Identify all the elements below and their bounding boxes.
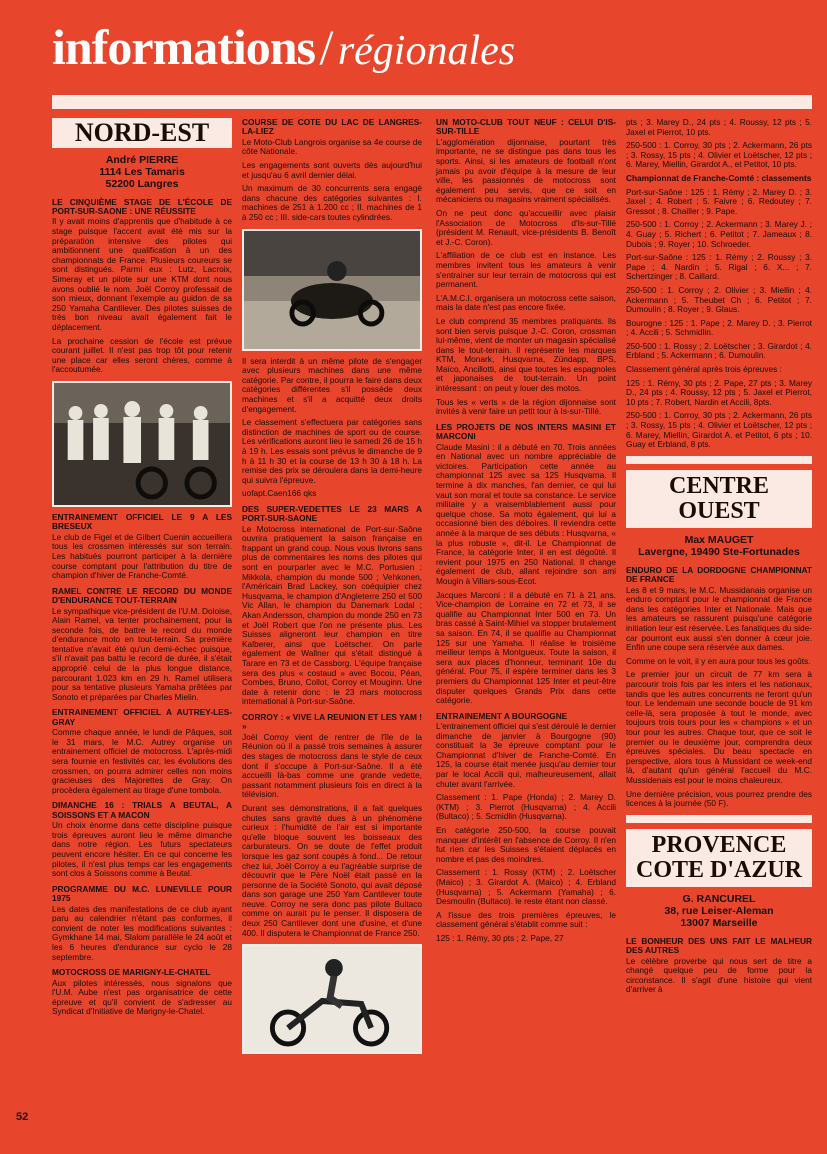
article-paragraph: Le sympathique vice-président de l'U.M. Doloise, Alain Ramel, va tenter prochainement, pour la seconde fois, de battre le record du monde d'endurance moto en tout-terrain. Sa première tentative n'avait été qu'un demi-échec puisque, s'il n'avait pas battu le record de durée, il s'était approprié celui de la plus longue distance, parcourant 1.023 km en 29 h. Ramel utilisera pour sa tentative plusieurs Yamaha prêtées par Sonoto et préparées par Charles Mielin. (52, 605, 232, 702)
article-paragraph: On ne peut donc qu'accueillir avec plaisir l'Association de Motocross d'Is-sur-Tillé (président M. Renault, vice-présidents B. Benoît et J.-C. Coron). (436, 207, 616, 247)
article-paragraph: Un maximum de 30 concurrents sera engagé dans chacune des catégories suivantes : I. machines de 251 à 1.200 cc ; II. machines de 1 à 250 cc ; III. side-cars toutes cylindrées. (242, 183, 422, 222)
article-heading: LE BONHEUR DES UNS FAIT LE MALHEUR DES AUTRES (626, 935, 812, 956)
article-paragraph: pts ; 3. Marey D., 24 pts ; 4. Roussy, 12 pts ; 5. Jaxel et Pierrot, 10 pts. (626, 118, 812, 137)
article-heading: CORROY : « VIVE LA REUNION ET LES YAM ! » (242, 711, 422, 732)
article-paragraph: 125 : 1. Rémy, 30 pts ; 2. Pape, 27 (436, 932, 564, 943)
article-heading: COURSE DE COTE DU LAC DE LANGRES-LA-LIEZ (242, 118, 422, 137)
article-paragraph: Un choix énorme dans cette discipline puisque trois épreuves auront lieu le même dimanche dans notre région. Les futurs spectateurs peuvent encore hésiter. En ce qui concerne les pilotes, il n'est plus temps car les engagements sont clos à Soissons comme à Beutal. (52, 820, 232, 879)
region-provence-title: PROVENCE COTE D'AZUR (626, 829, 812, 887)
article-paragraph: Durant ses démonstrations, il a fait quelques chutes sans gravité dues à un phénomène curieux : l'humidité de l'air est si importante qu'elle bloque souvent les boisseaux des carburateurs. On se doute de l'effet produit lorsque les gaz sont coupés à fond... De retour chez lui, Joël Corroy a eu l'agréable surprise de découvrir que le Père Noël était passé en la personne de la Société Sonoto, qui avait déposé dans son garage une 250 Yam Cantilever toute neuve. Corroy ne sera donc pas pilote Bultaco comme on aurait pu le penser. Il disposera de deux 250 Cantilever dont une d'usine, et d'une 400. Il disputera le Championnat de France 250. (242, 802, 422, 938)
section-divider (626, 815, 812, 823)
article-paragraph: Il y avait moins d'apprentis que d'habitude à ce stage puisque l'accent avait été mis sur la préparation intensive des pilotes qui ambitionnent une qualification à un des championnats de France. Plusieurs coureurs se sont distingués. Parmi eux : Lutz, Lacroix, Simeray et un pilote sur une KTM dont nous avons oublié le nom. Joël Corroy professait de son mieux, donnant l'exemple au guidon de sa 250 Yamaha Cantilever. Des pilotes suisses de très bon niveau avait également fait le déplacement. (52, 216, 232, 332)
article-heading: UN MOTO-CLUB TOUT NEUF : CELUI D'IS-SUR-TILLE (436, 118, 616, 137)
article-paragraph: Classement : 1. Pape (Honda) ; 2. Marey D. (KTM) ; 3. Pierrot (Husqvarna) ; 4. Accili (Bultaco) ; 5. Scmidlin (Husqvarna). (436, 792, 616, 822)
page-header (52, 18, 812, 78)
correspondent-city: Lavergne, 19490 Ste-Fortunades (638, 545, 800, 558)
correspondent-name: André PIERRE (105, 153, 179, 166)
article-paragraph: Comme on le voit, il y en aura pour tous les goûts. (626, 655, 811, 666)
correspondent-street: 38, rue Leiser-Aleman (664, 904, 774, 917)
region-centreouest-title: CENTRE OUEST (626, 470, 812, 528)
correspondent-nordest (52, 154, 232, 190)
article-heading: RAMEL CONTRE LE RECORD DU MONDE D'ENDURANCE TOUT-TERRAIN (52, 585, 232, 606)
article-paragraph: 125 : 1. Rémy, 30 pts ; 2. Pape, 27 pts ; 3. Marey D., 24 pts ; 4. Roussy, 12 pts ; 5. Jaxel et Pierrot, 10 pts ; 7. Robert, Nardin et Accili, 8pts. (626, 377, 812, 407)
photo-sidecar (242, 229, 422, 351)
article-paragraph: 250-500 : 1. Corroy, 30 pts ; 2. Ackermann, 26 pts ; 3. Rossy, 15 pts ; 4. Olivier et Loëtscher, 12 pts ; 6. Marey, Miellin, Girardot A. et Petitot, 6 pts ; 10. Guay et Erbland, 8 pts. (626, 410, 812, 450)
article-heading: DES SUPER-VEDETTES LE 23 MARS A PORT-SUR-SAONE (242, 503, 422, 524)
article-paragraph: L'affiliation de ce club est en instance. Les membres invitent tous les amateurs à venir s'entrainer sur leur terrain de motocross qui est permanent. (436, 250, 616, 290)
correspondent-street: 1114 Les Tamaris (99, 165, 185, 178)
article-paragraph: Claude Masini : il a débuté en 70. Trois années en National avec un nombre appréciable de victoires. Participation cette année au championnat 125 avec sa 125 Husqvarna. Il termine à dix manches, l'an dernier, ce qui lui vaut son moral et toute sa constance. Le service militaire y a vraisemblablement aussi pour quelque chose. Sa moto également, qui lui a occasionné bien des déboires. Il reviendra cette année à la marque de ses débuts : Husqvarna, « la plus robuste », dit-il. Le Championnat de France, la catégorie Inter, il en est dégoûté. Il revient pour 1975 en 250 National. Il change également de club, allant rejoindre son ami Mougin à Villars-sous-Ecot. (436, 441, 616, 586)
correspondent-name: Max MAUGET (684, 533, 754, 546)
article-paragraph: Port-sur-Saône : 125 : 1. Rémy ; 2. Roussy ; 3. Pape ; 4. Nardin ; 5. Rigal ; 6. X... ; 7. Schertzinger ; 8. Caillard. (626, 252, 812, 282)
article-heading: ENTRAINEMENT OFFICIEL LE 9 A LES BRESEUX (52, 511, 232, 532)
article-heading: ENTRAINEMENT OFFICIEL A AUTREY-LES-GRAY (52, 707, 232, 727)
article-paragraph: Le Motocross international de Port-sur-Saône ouvrira pratiquement la saison française en frappant un grand coup. Nous vous livrons sans plus de commentaires les noms des pilotes qui sont en pourparler avec le M.C. Portusien : Mikkola, champion du monde 500 ; Vehkonen, l'Américain Brad Lackey, son coéquipier chez Husqvarna, le champion d'Angleterre 250 et 500 Vic Allan, le champion du Danemark Lodal ; Akan Andersson, champion du monde 250 en 73 et Joël Robert que l'on ne présente plus. Les Suisses aligneront leur champion en titre Kalberer, ainsi que Loëtscher. On parle également de Wallner qui s'était distingué à Tarare en 73 et de Cassborg. L'équipe française sera des plus « costaud » avec Bocou, Péan, Combes, Bruno, Collot, Corroy et Mouginn. Une date à retenir donc : le 23 mars motocross international à Port-sur-Saône. (242, 523, 422, 707)
page-number: 52 (16, 1111, 29, 1123)
article-paragraph: En catégorie 250-500, la course pouvait manquer d'intérêt en l'absence de Corroy. Il n'en fut rien car les Suisses s'étaient déplacés en nombre et pas des moindres. (436, 825, 616, 864)
article-heading: ENDURO DE LA DORDOGNE CHAMPIONNAT DE FRANCE (626, 564, 812, 585)
article-paragraph: Tous les « verts » de la région dijonnaise sont invités à venir faire un petit tour à Is-sur-Tillé. (436, 396, 616, 417)
column-1 (52, 118, 232, 1128)
article-paragraph: Bourogne : 125 : 1. Pape ; 2. Marey D. ; 3. Pierrot ; 4. Accili ; 5. Schmidlin. (626, 317, 812, 338)
correspondent-centreouest (626, 534, 812, 558)
header-subtitle: régionales (337, 28, 516, 74)
photo-motocross-rider (242, 944, 422, 1054)
photo-group-riders (52, 381, 232, 507)
column-3 (436, 118, 616, 1128)
article-paragraph: Le Moto-Club Langrois organise sa 4e course de côte Nationale. (242, 136, 422, 157)
article-paragraph: Le club de Figel et de Gilbert Cuenin accueillera tous les crossmen intéressés sur son terrain. Les habitués pourront participer à la dernière course comptant pour l'attribution du titre de champion d'hiver de Franche-Comté. (52, 531, 232, 581)
article-paragraph: L'entrainement officiel qui s'est déroulé le dernier dimanche de janvier à Bourgogne (90) constituait la 3e épreuve comptant pour le Championnat d'hiver de Franche-Comté. En 125, la course était menée jusqu'au dernier tour par le local Accili qui, malheureusement, allait chuter avant l'arrivée. (436, 721, 616, 789)
header-rule (52, 95, 812, 109)
article-heading: LES PROJETS DE NOS INTERS MASINI ET MARCONI (436, 421, 616, 442)
article-paragraph: Le club comprend 35 membres pratiquants. Ils sont bien servis puisque J.-C. Coron, crossman lui-même, vient de monter un magasin spécialisé dans le tout-terrain. Il représente les marques KTM, Monark, Husqvarna, Zündapp, BPS, Maïco, Ancillotti, ainsi que toutes les espagnoles et japonaises de tout-terrain. Un point intéressant : on peut y louer des motos. (436, 315, 616, 394)
article-heading: LE CINQUIÈME STAGE DE L'ÉCOLE DE PORT-SUR-SAONE : UNE RÉUSSITE (52, 196, 232, 216)
article-heading: MOTOCROSS DE MARIGNY-LE-CHATEL (52, 967, 211, 978)
article-paragraph: Comme chaque année, le lundi de Pâques, soit le 31 mars, le M.C. Autrey organise un entrainement officiel de motocross. L'après-midi sera fournie en festivités car, les évolutions des crossmen, on pourra admirer celles non moins gracieuses des Majorettes de Gray. On procèdera également au tirage d'une tombola. (52, 727, 232, 795)
article-paragraph: L'agglomération dijonnaise, pourtant très importante, ne se distingue pas dans tous les sports. Ainsi, si les amateurs de football n'ont jamais pu avoir d'équipe à la mesure de leur ville, les passionnés de motocross sont également peu servis, que ce soit en mécaniciens ou magasins vraiment spécialisés. (436, 136, 616, 205)
article-paragraph: uofapt.Caen166 qks (242, 488, 317, 499)
correspondent-provence (626, 893, 812, 929)
correspondent-city: 52200 Langres (105, 177, 179, 190)
article-paragraph: 250-500 : 1. Corroy ; 2. Olivier ; 3. Miellin ; 4. Ackermann ; 5. Theubet Ch ; 6. Petitot ; 7. Dumoulin ; 8. Royer ; 9. Glaus. (626, 284, 812, 315)
header-title: informations (52, 19, 315, 75)
article-paragraph: Il sera interdit à un même pilote de s'engager avec plusieurs machines dans une même catégorie. Par contre, il pourra le faire dans deux catégories différentes s'il possède deux machines et s'il a acquitté deux droits d'engagement. (242, 355, 422, 414)
article-paragraph: Une dernière précision, vous pourrez prendre des licences à la journée (50 F). (626, 788, 812, 809)
correspondent-name: G. RANCUREL (682, 892, 756, 905)
article-paragraph: Port-sur-Saône : 125 : 1. Rémy ; 2. Marey D. ; 3. Jaxel ; 4. Robert ; 5. Faivre ; 6. Redoutey ; 7. Gressot ; 8. Chailler ; 9. Pape. (626, 186, 812, 216)
article-paragraph: Championnat de Franche-Comté : classements (626, 172, 812, 183)
article-paragraph: Le premier jour un circuit de 77 km sera à parcourir trois fois par les inters et les nationaux, tandis que les autres concurrents ne feront qu'un tour. Le lendemain une seconde boucle de 91 km celle-là, sera proposée à tout le monde, avec toujours trois tours pour les « champions » et un tour pour les autres. Chaque tour, que ce soit le premier ou le deuxième jour, comprendra deux épreuves spéciales. Du beau spectacle en perspective, alors tous à Mussidant ce week-end là, d'autant qu'un général l'accueil du M.C. Mussidenais est pour le moins chaleureux. (626, 669, 812, 785)
article-paragraph: Le célèbre proverbe qui nous sert de titre a changé quelque peu de forme pour la circonstance. Il s'agit d'une histoire qui vient d'arriver à (626, 955, 812, 995)
article-paragraph: 250-500 : 1. Rossy ; 2. Loëtscher ; 3. Girardot ; 4. Erbland ; 5. Ackermann ; 6. Dumoulin. (626, 340, 812, 361)
article-paragraph: Les 8 et 9 mars, le M.C. Mussidanais organise un enduro comptant pour le championnat de France dans les catégories Inter et Nationale. Mais que les amateurs se rassurent puisqu'une catégorie initiation leur est réservée. Les fanatiques du side-car pourront eux aussi s'en donner à cœur joie. Enfin une coupe sera réservée aux dames. (626, 584, 812, 653)
article-paragraph: Les engagements sont ouverts dès aujourd'hui et jusqu'au 6 avril dernier délai. (242, 160, 422, 180)
article-paragraph: Aux pilotes intéressés, nous signalons que l'U.M. Aube n'est pas organisatrice de cette épreuve et qu'il convient de s'adresser au Syndicat d'Initiative de Marigny-le-Chatel. (52, 977, 232, 1017)
article-paragraph: 250-500 : 1. Corroy ; 2. Ackermann ; 3. Marey J. ; 4. Guay ; 5. Richert ; 6. Petitot ; 7. Jameaux ; 8. Dubois ; 9. Royer ; 10. Schroeder. (626, 219, 812, 249)
article-paragraph: Les dates des manifestations de ce club ayant paru au calendrier n'étant pas conformes, il convient de noter les modifications suivantes : Gymkhane 14 mai, Slalom parallèle le 24 août et les 6 heures d'endurance sur cyclo le 28 septembre. (52, 903, 232, 962)
article-paragraph: Joël Corroy vient de rentrer de l'île de la Réunion où il a passé trois semaines à assurer des stages de motocross dans le style de ceux dont il s'occupe à Port-sur-Saône. Il a été accueilli là-bas comme une grande vedette, passant notamment plusieurs fois en direct à la télévision. (242, 731, 422, 800)
article-paragraph: Jacques Marconi : il a débuté en 71 à 21 ans. Vice-champion de Lorraine en 72 et 73, il se qualifie au Championnat Inter 500 en 73. Un bras cassé à Saint-Mihiel va stopper brutalement sa saison. En 74, il se qualifie au Championnat 125 sur une Yamaha. Il réalise le troisième meilleur temps à Montgueux. Toute la saison, il sera aux places d'honneur, terminant 10e du général. Pour 75, il espère terminer dans les 3 premiers du Championnat 125 Inter et peut-être disputer quelques Grands Prix dans cette catégorie. (436, 589, 616, 706)
article-paragraph: Le classement s'effectuera par catégories sans distinction de machines de sport ou de course. Les vérifications auront lieu le samedi 26 de 15 h à 19 h. Les essais sont prévus le dimanche de 9 h à 11 h 30 et la course de 13 h 30 à 18 h. La remise des prix se déroulera dans la demi-heure qui suivra l'épreuve. (242, 417, 422, 485)
article-paragraph: Classement : 1. Rossy (KTM) ; 2. Loëtscher (Maico) ; 3. Girardot A. (Maico) ; 4. Erbland (Husqvarna) ; 5. Ackermann (Yamaha) ; 6. Desmoulin (Bultaco). le reste étant non classé. (436, 867, 616, 907)
correspondent-city: 13007 Marseille (680, 916, 758, 929)
column-4 (626, 118, 812, 1128)
article-paragraph: La prochaine cession de l'école est prévue courant juillet. Il n'est pas trop tôt pour retenir une place car elles seront chères, comme à l'accoutumée. (52, 335, 232, 375)
article-paragraph: A l'issue des trois premières épreuves, le classement général s'établit comme suit : (436, 909, 616, 930)
column-2 (242, 118, 422, 1128)
article-paragraph: L'A.M.C.I. organisera un motocross cette saison, mais la date n'est pas encore fixée. (436, 292, 616, 313)
article-heading: DIMANCHE 16 : TRIALS A BEUTAL, A SOISSONS ET A MACON (52, 800, 232, 820)
article-heading: ENTRAINEMENT A BOURGOGNE (436, 710, 568, 721)
article-paragraph: Classement général après trois épreuves : (626, 364, 782, 375)
section-divider (626, 456, 812, 464)
header-separator: / (319, 19, 334, 75)
article-paragraph: 250-500 : 1. Corroy, 30 pts ; 2. Ackermann, 26 pts ; 3. Rossy, 15 pts ; 4. Olivier et Loëtscher, 12 pts ; 6. Marey, Miellin, Girardot A., et Petitot, 10 pts. (626, 140, 812, 170)
region-nordest-title: NORD-EST (52, 118, 232, 148)
article-heading: PROGRAMME DU M.C. LUNEVILLE POUR 1975 (52, 883, 232, 904)
